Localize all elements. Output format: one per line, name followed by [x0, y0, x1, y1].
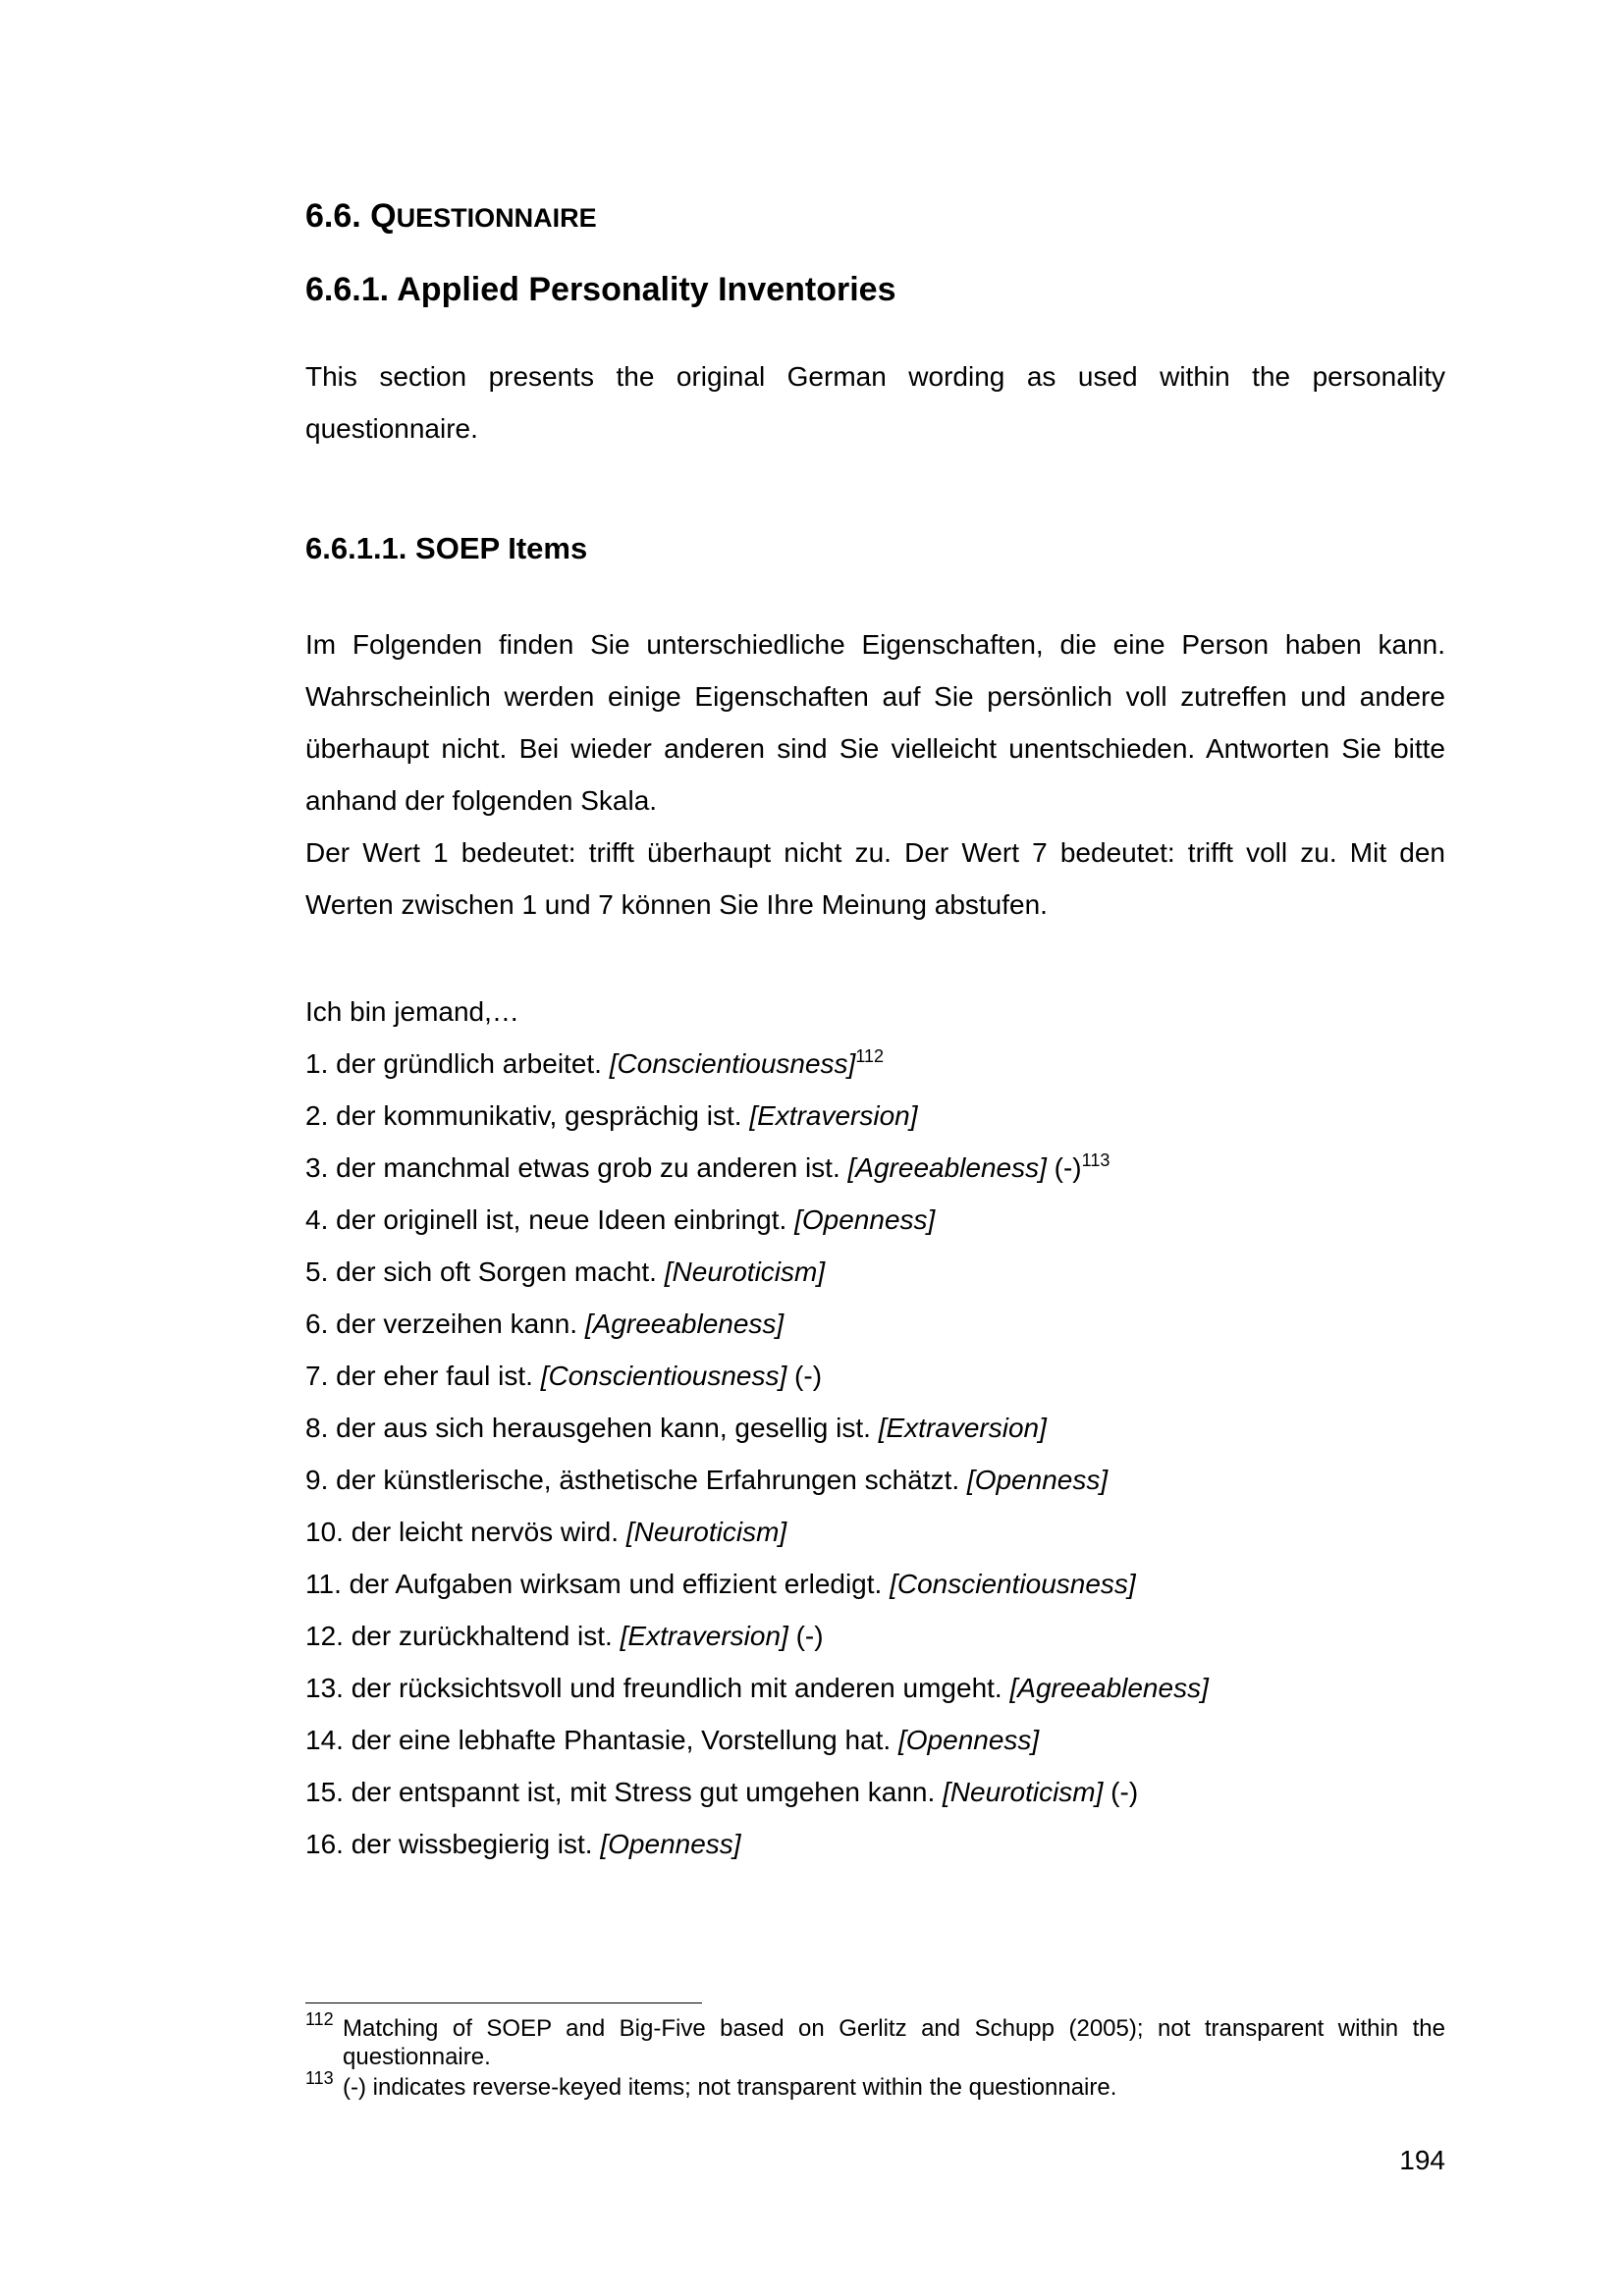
trait-tag: [Agreeableness] [847, 1152, 1047, 1183]
list-item: 3. der manchmal etwas grob zu anderen ist. [Agreeableness] $(-)^{113}$ [305, 1150, 1110, 1183]
list-item: 10. der leicht nervös wird. [Neuroticism] [305, 1517, 787, 1547]
page-number: 194 [1399, 2145, 1445, 2175]
subsubsection-heading: 6.6.1.1. SOEP Items [305, 531, 588, 565]
trait-tag: [Openness] [600, 1829, 741, 1859]
footnote-text: (-) indicates reverse-keyed items; not transparent within the questionnaire. [343, 2074, 1117, 2101]
list-item: 6. der verzeihen kann. [Agreeableness] [305, 1308, 785, 1339]
instructions-block [305, 618, 1445, 931]
list-item: 1. der gründlich arbeitet. [Conscientiousness]$^{112}$ [305, 1046, 885, 1079]
footnote-number: 113 [305, 2068, 334, 2088]
trait-tag: [Extraversion] [620, 1621, 788, 1651]
instructions-paragraph-1: Im Folgenden finden Sie unterschiedliche Eigenschaften, die eine Person haben kann. Wahrscheinlich werden einige Eigenschaften auf Sie persönlich voll zutreffen und andere überhaupt nicht. Bei wieder anderen sind Sie vielleicht unentschieden. Antworten Sie bitte anhand der folgenden Skala. [305, 629, 1445, 816]
footnote-113 [305, 2068, 1445, 2102]
item-list-lead: Ich bin jemand,… [305, 996, 519, 1027]
footnote-text: Matching of SOEP and Big-Five based on Gerlitz and Schupp (2005); not transparent within the questionnaire. [343, 2015, 1445, 2070]
trait-tag: [Neuroticism] [943, 1777, 1104, 1807]
trait-tag: [Agreeableness] [1009, 1673, 1209, 1703]
trait-tag: [Conscientiousness] [890, 1569, 1136, 1599]
footnote-divider [305, 2002, 702, 2003]
trait-tag: [Conscientiousness] [540, 1361, 787, 1391]
trait-tag: [Conscientiousness] [609, 1048, 856, 1079]
footnote-ref[interactable]: 112 [855, 1046, 885, 1066]
instructions-paragraph-2: Der Wert 1 bedeutet: trifft überhaupt nicht zu. Der Wert 7 bedeutet: trifft voll zu. Mit den Werten zwischen 1 und 7 können Sie Ihre Meinung abstufen. [305, 837, 1445, 920]
list-item: 14. der eine lebhafte Phantasie, Vorstellung hat. [Openness] [305, 1725, 1040, 1755]
section-title-smallcaps: UESTIONNAIRE [396, 203, 597, 233]
list-item: 12. der zurückhaltend ist. [Extraversion] (-) [305, 1621, 824, 1651]
trait-tag: [Neuroticism] [664, 1256, 826, 1287]
list-item: 4. der originell ist, neue Ideen einbringt. [Openness] [305, 1204, 936, 1235]
list-item: 2. der kommunikativ, gesprächig ist. [Extraversion] [305, 1100, 918, 1131]
intro-paragraph: This section presents the original German wording as used within the personality questionnaire. [305, 361, 1445, 444]
list-item: 9. der künstlerische, ästhetische Erfahrungen schätzt. [Openness] [305, 1465, 1109, 1495]
list-item: 8. der aus sich herausgehen kann, gesellig ist. [Extraversion] [305, 1413, 1047, 1443]
list-item: 7. der eher faul ist. [Conscientiousness] (-) [305, 1361, 823, 1391]
section-heading [305, 196, 597, 237]
section-title-initial: Q [370, 197, 397, 235]
list-item: 11. der Aufgaben wirksam und effizient erledigt. [Conscientiousness] [305, 1569, 1136, 1599]
section-number: 6.6. [305, 197, 361, 235]
trait-tag: [Openness] [897, 1725, 1040, 1755]
footnote-ref[interactable]: 113 [1081, 1150, 1110, 1170]
trait-tag: [Neuroticism] [625, 1517, 787, 1547]
footnote-112 [305, 2009, 1445, 2071]
trait-tag: [Extraversion] [878, 1413, 1047, 1443]
list-item: 15. der entspannt ist, mit Stress gut umgehen kann. [Neuroticism] (-) [305, 1777, 1139, 1807]
trait-tag: [Openness] [966, 1465, 1109, 1495]
list-item: 13. der rücksichtsvoll und freundlich mit anderen umgeht. [Agreeableness] [305, 1673, 1209, 1703]
trait-tag: [Extraversion] [749, 1100, 918, 1131]
list-item: 16. der wissbegierig ist. [Openness] [305, 1829, 741, 1859]
trait-tag: [Agreeableness] [584, 1308, 785, 1339]
footnote-number: 112 [305, 2009, 334, 2029]
footnotes [305, 2009, 1445, 2104]
document-page [305, 0, 1445, 2296]
item-list [305, 986, 1445, 1870]
trait-tag: [Openness] [794, 1204, 936, 1235]
subsection-heading: 6.6.1. Applied Personality Inventories [305, 271, 896, 308]
list-item: 5. der sich oft Sorgen macht. [Neuroticism] [305, 1256, 826, 1287]
